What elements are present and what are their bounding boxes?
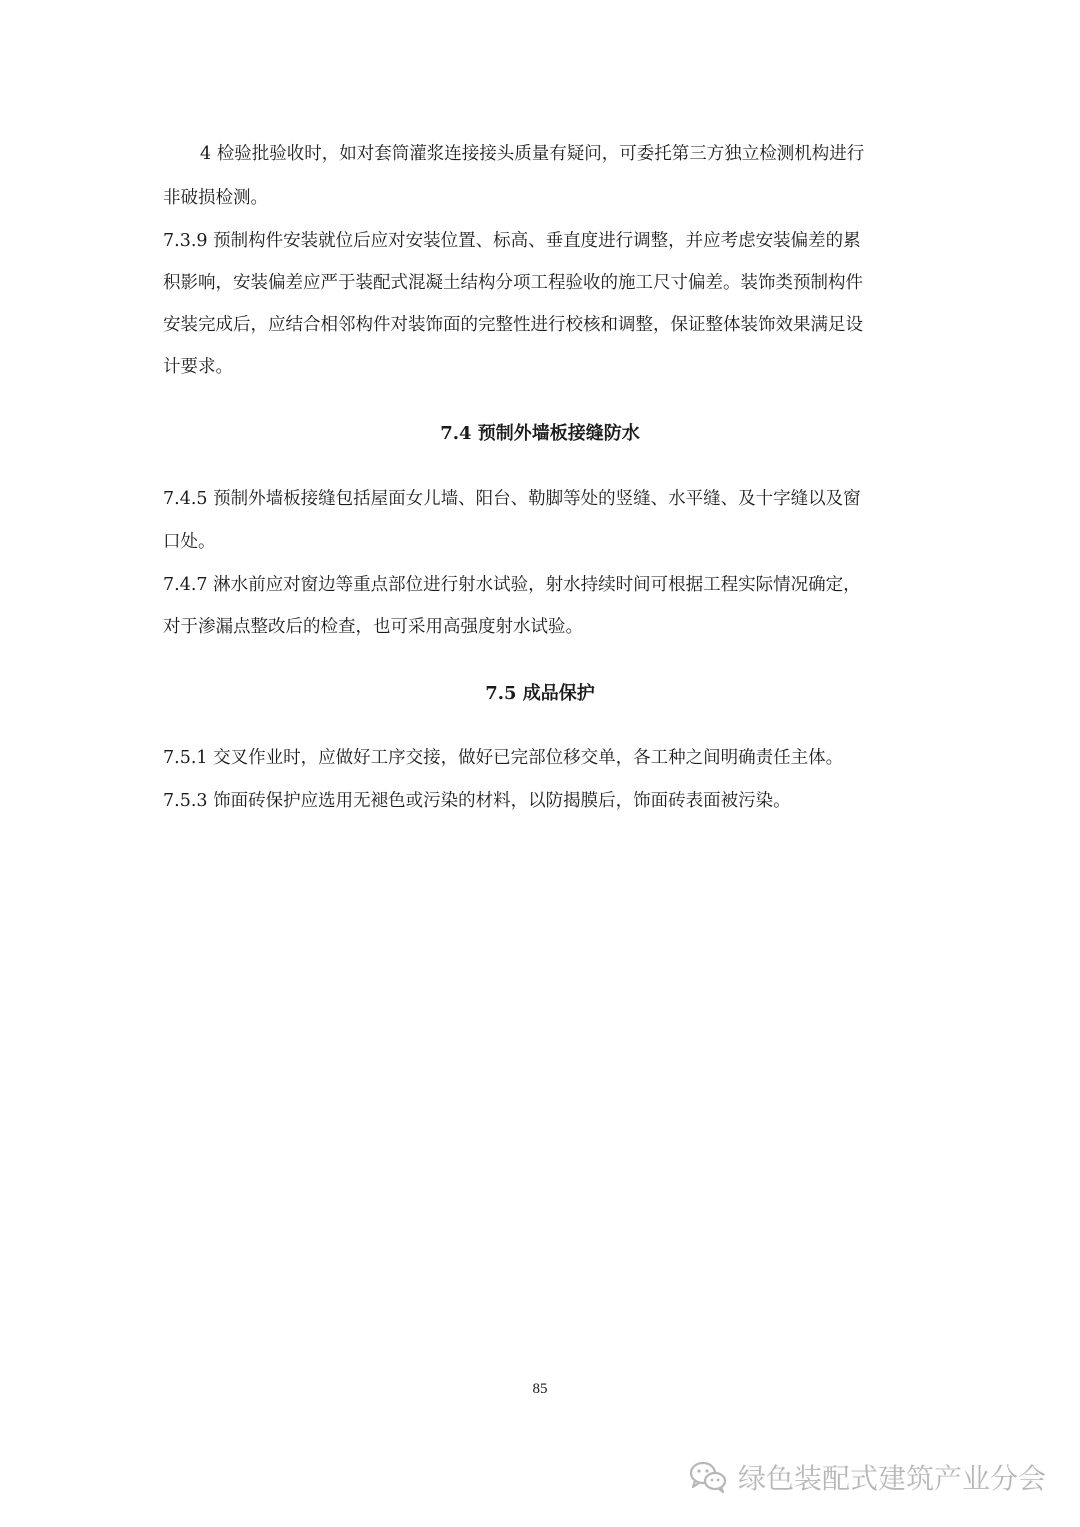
paragraph-line: 安装完成后，应结合相邻构件对装饰面的完整性进行校核和调整，保证整体装饰效果满足设	[163, 315, 863, 335]
section-heading: 7.5 成品保护	[485, 683, 595, 704]
page-number: 85	[532, 1381, 548, 1397]
paragraph-line: 计要求。	[163, 357, 233, 377]
watermark	[688, 1457, 1046, 1497]
paragraph-line: 7.5.3 饰面砖保护应选用无褪色或污染的材料，以防揭膜后，饰面砖表面被污染。	[163, 791, 791, 811]
paragraph-line: 7.4.5 预制外墙板接缝包括屋面女儿墙、阳台、勒脚等处的竖缝、水平缝、及十字缝以及窗	[163, 489, 861, 509]
paragraph-line: 积影响，安装偏差应严于装配式混凝土结构分项工程验收的施工尺寸偏差。装饰类预制构件	[163, 273, 863, 293]
paragraph-line: 口处。	[163, 532, 216, 552]
paragraph-line: 4 检验批验收时，如对套筒灌浆连接接头质量有疑问，可委托第三方独立检测机构进行	[200, 144, 865, 164]
paragraph-line: 非破损检测。	[163, 188, 268, 208]
paragraph-line: 对于渗漏点整改后的检查，也可采用高强度射水试验。	[163, 617, 583, 637]
watermark-text: 绿色装配式建筑产业分会	[737, 1462, 1046, 1495]
section-heading: 7.4 预制外墙板接缝防水	[440, 423, 640, 444]
paragraph-line: 7.5.1 交叉作业时，应做好工序交接，做好已完部位移交单，各工种之间明确责任主体。	[163, 748, 844, 768]
paragraph-line: 7.4.7 淋水前应对窗边等重点部位进行射水试验，射水持续时间可根据工程实际情况确定，	[163, 575, 861, 595]
paragraph-line: 7.3.9 预制构件安装就位后应对安装位置、标高、垂直度进行调整，并应考虑安装偏差的累	[163, 231, 861, 251]
wechat-icon	[688, 1460, 728, 1494]
